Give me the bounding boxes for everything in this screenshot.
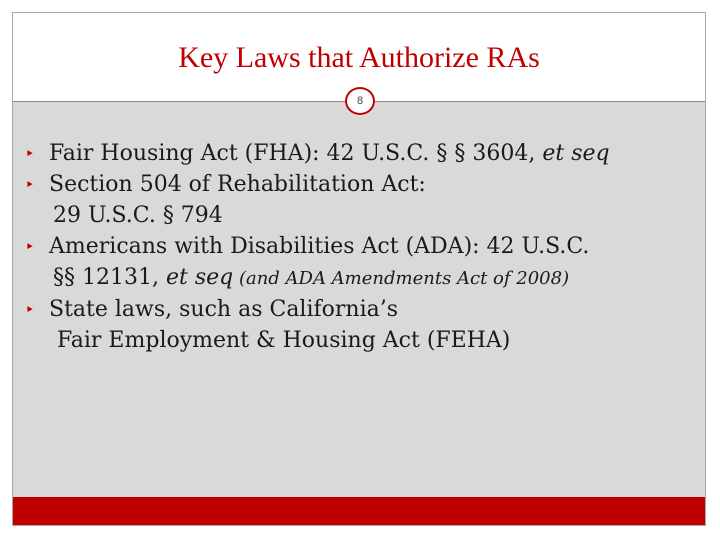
bullet-list xyxy=(19,138,699,356)
amendment-note: (and ADA Amendments Act of 2008) xyxy=(233,268,570,289)
slide-title: Key Laws that Authorize RAs xyxy=(178,41,540,74)
bullet-continuation: Fair Employment & Housing Act (FEHA) xyxy=(57,328,511,353)
bullet-ada xyxy=(19,231,699,294)
bullet-text: State laws, such as California’s xyxy=(49,297,399,322)
bullet-fha xyxy=(19,138,699,169)
bullet-italic: et seq xyxy=(542,141,610,166)
bullet-marker-icon: ‣ xyxy=(25,175,35,194)
bullet-continuation: 29 U.S.C. § 794 xyxy=(53,203,223,228)
bullet-state-laws xyxy=(19,294,699,356)
bullet-text: Americans with Disabilities Act (ADA): 42 U.S.C. xyxy=(49,234,590,259)
bullet-continuation xyxy=(49,262,699,294)
bullet-text: Fair Housing Act (FHA): 42 U.S.C. § § 3604, xyxy=(49,141,543,166)
page-number-badge: 8 xyxy=(345,87,375,115)
bullet-italic: et seq xyxy=(165,265,234,290)
bullet-marker-icon: ‣ xyxy=(25,300,35,319)
bullet-marker-icon: ‣ xyxy=(25,144,35,163)
bullet-text: Section 504 of Rehabilitation Act: xyxy=(49,172,426,197)
citation-text: §§ 12131, xyxy=(53,265,166,290)
bullet-marker-icon: ‣ xyxy=(25,237,35,256)
footer-bar xyxy=(13,497,705,525)
content-area xyxy=(13,102,705,498)
bullet-section-504 xyxy=(19,169,699,231)
slide xyxy=(12,12,706,526)
